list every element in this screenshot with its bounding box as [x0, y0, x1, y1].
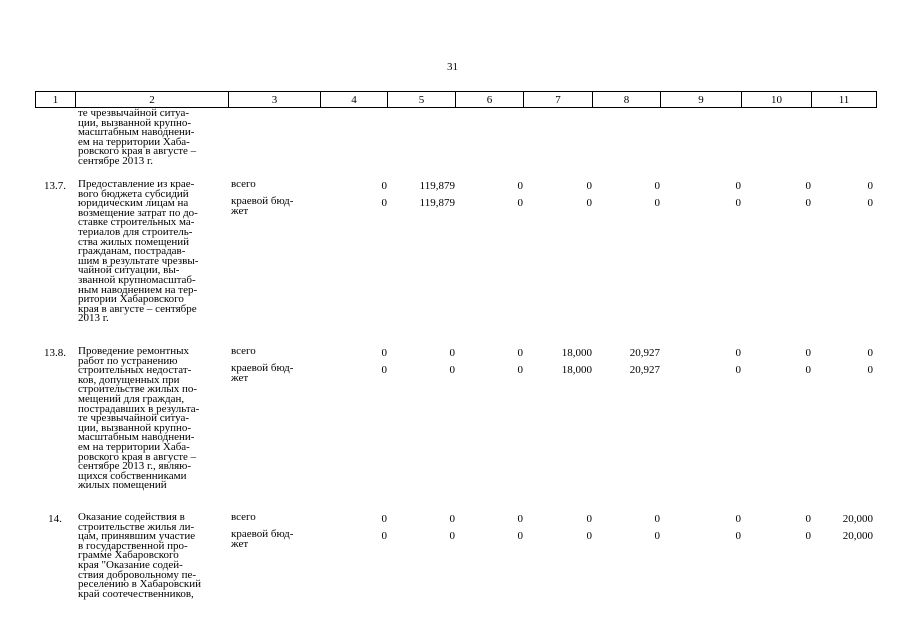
column-header: 5 [388, 92, 456, 108]
column-header: 2 [76, 92, 229, 108]
value-cell: 0 [735, 530, 741, 542]
value-cell: 0 [654, 530, 660, 542]
column-header: 3 [229, 92, 321, 108]
funding-source: всего [231, 511, 256, 523]
value-cell: 0 [805, 364, 811, 376]
value-cell: 0 [586, 530, 592, 542]
column-header: 9 [661, 92, 742, 108]
row-description: Предоставление из крае- вого бюджета субсидий юридическим лицам на возмещение затрат по до- ставке строительных ма- териалов для строитель- ства жилых помещений гражданам, пострадав- шим в результате чрезвы- чайной ситуации, вы- званной крупномасштаб- ным наводнением на тер- ритории Хабаровского края в августе – сентябре 2013 г. [78, 178, 199, 325]
value-cell: 0 [586, 180, 592, 192]
value-cell: 0 [449, 513, 455, 525]
value-cell: 0 [381, 530, 387, 542]
column-header: 10 [742, 92, 812, 108]
value-cell: 0 [805, 347, 811, 359]
value-cell: 0 [805, 197, 811, 209]
column-header: 8 [593, 92, 661, 108]
value-cell: 0 [517, 530, 523, 542]
column-header: 1 [36, 92, 76, 108]
value-cell: 0 [867, 347, 873, 359]
value-cell: 119,879 [419, 197, 455, 209]
value-cell: 18,000 [561, 347, 592, 359]
value-cell: 20,927 [629, 347, 660, 359]
value-cell: 0 [381, 513, 387, 525]
value-cell: 0 [805, 180, 811, 192]
value-cell: 0 [517, 347, 523, 359]
funding-source: всего [231, 178, 256, 190]
row-number: 13.7. [44, 180, 66, 192]
value-cell: 0 [654, 513, 660, 525]
value-cell: 20,000 [842, 530, 873, 542]
value-cell: 0 [449, 347, 455, 359]
funding-source: краевой бюд- жет [231, 362, 294, 384]
row-description: Проведение ремонтных работ по устранению строительных недостат- ков, допущенных при строительстве жилых по- мещений для граждан, пострадавших в результа- те чрезвычайной ситуа- ции, вызванной крупно- масштабным наводнени- ем на территории Хаба- ровского края в августе – сентябре 2013 г., являю- щихся собственниками жилых помещений [78, 345, 200, 492]
value-cell: 0 [381, 347, 387, 359]
column-header: 11 [812, 92, 877, 108]
value-cell: 0 [517, 180, 523, 192]
value-cell: 0 [735, 197, 741, 209]
value-cell: 0 [449, 530, 455, 542]
value-cell: 0 [805, 513, 811, 525]
row-description: Оказание содействия в строительстве жилья ли- цам, принявшим участие в государственной про- грамме Хабаровского края "Оказание содей- ствия добровольному пе- реселению в Хабаровский край соотечественников, [78, 511, 202, 600]
value-cell: 0 [586, 197, 592, 209]
value-cell: 119,879 [419, 180, 455, 192]
value-cell: 0 [735, 513, 741, 525]
column-header: 6 [456, 92, 524, 108]
value-cell: 0 [805, 530, 811, 542]
value-cell: 20,927 [629, 364, 660, 376]
value-cell: 0 [735, 364, 741, 376]
page-number: 31 [447, 61, 458, 73]
value-cell: 0 [517, 364, 523, 376]
value-cell: 0 [735, 347, 741, 359]
value-cell: 0 [867, 364, 873, 376]
column-header: 4 [321, 92, 388, 108]
continuation-text: те чрезвычайной ситуа- ции, вызванной крупно- масштабным наводнени- ем на территории Хаба- ровского края в августе – сентябре 2013 г. [78, 107, 197, 167]
value-cell: 0 [586, 513, 592, 525]
value-cell: 0 [735, 180, 741, 192]
table-header [35, 91, 877, 108]
value-cell: 0 [654, 197, 660, 209]
value-cell: 0 [517, 513, 523, 525]
value-cell: 0 [517, 197, 523, 209]
funding-source: краевой бюд- жет [231, 195, 294, 217]
value-cell: 0 [381, 197, 387, 209]
funding-source: всего [231, 345, 256, 357]
value-cell: 18,000 [561, 364, 592, 376]
value-cell: 0 [449, 364, 455, 376]
value-cell: 0 [867, 180, 873, 192]
value-cell: 0 [867, 197, 873, 209]
row-number: 13.8. [44, 347, 66, 359]
value-cell: 20,000 [842, 513, 873, 525]
row-number: 14. [48, 513, 62, 525]
value-cell: 0 [381, 364, 387, 376]
column-header: 7 [524, 92, 593, 108]
value-cell: 0 [654, 180, 660, 192]
funding-source: краевой бюд- жет [231, 528, 294, 550]
value-cell: 0 [381, 180, 387, 192]
